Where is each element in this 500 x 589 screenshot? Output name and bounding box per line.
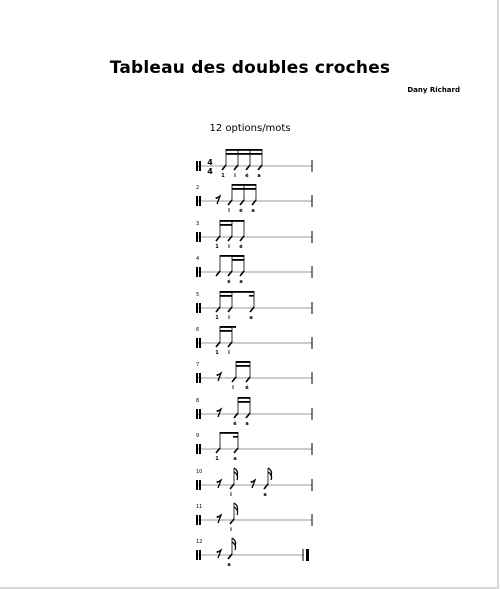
beam bbox=[220, 330, 232, 332]
counting-syllable: i bbox=[228, 350, 230, 356]
beam bbox=[220, 432, 238, 434]
beam bbox=[220, 291, 254, 293]
time-signature-top: 4 bbox=[207, 158, 213, 167]
beam bbox=[226, 149, 262, 151]
percussion-clef-icon bbox=[199, 232, 201, 242]
counting-syllable: a bbox=[233, 456, 237, 462]
time-signature-bottom: 4 bbox=[207, 167, 213, 176]
percussion-clef-icon bbox=[199, 303, 201, 313]
beam bbox=[220, 295, 232, 297]
sixteenth-rest-icon bbox=[217, 410, 219, 412]
counting-syllable: i bbox=[228, 315, 230, 321]
measure-number: 8 bbox=[196, 398, 200, 404]
percussion-clef-icon bbox=[196, 373, 198, 383]
percussion-clef-icon bbox=[199, 550, 201, 560]
counting-syllable: a bbox=[245, 421, 249, 427]
sixteenth-rest-icon bbox=[218, 373, 221, 381]
counting-syllable: é bbox=[239, 244, 243, 250]
counting-syllable: i bbox=[228, 244, 230, 250]
sixteenth-rest-icon bbox=[251, 481, 253, 483]
counting-syllable: a bbox=[227, 562, 231, 568]
percussion-clef-icon bbox=[199, 267, 201, 277]
beam bbox=[232, 184, 256, 186]
percussion-clef-icon bbox=[196, 480, 198, 490]
counting-syllable: i bbox=[234, 173, 236, 179]
beam bbox=[236, 361, 250, 363]
percussion-clef-icon bbox=[196, 409, 198, 419]
measure-number: 4 bbox=[196, 256, 200, 262]
sixteenth-rest-icon bbox=[218, 550, 221, 558]
percussion-clef-icon bbox=[196, 515, 198, 525]
sixteenth-rest-icon bbox=[218, 515, 221, 523]
counting-syllable: a bbox=[251, 208, 255, 214]
percussion-clef-icon bbox=[196, 338, 198, 348]
sixteenth-rest-icon bbox=[217, 374, 219, 376]
percussion-clef-icon bbox=[196, 232, 198, 242]
sixteenth-rest-icon bbox=[218, 409, 221, 417]
counting-syllable: 1 bbox=[215, 456, 219, 462]
sixteenth-rest-icon bbox=[217, 551, 219, 553]
counting-syllable: a bbox=[263, 492, 267, 498]
measure-number: 2 bbox=[196, 185, 200, 191]
measure-number: 12 bbox=[196, 539, 203, 545]
beam-hook bbox=[232, 326, 236, 328]
percussion-clef-icon bbox=[199, 444, 201, 454]
beam bbox=[232, 188, 256, 190]
measure-number: 9 bbox=[196, 433, 200, 439]
percussion-clef-icon bbox=[199, 515, 201, 525]
page-title: Tableau des doubles croches bbox=[109, 58, 391, 78]
measure-number: 10 bbox=[196, 469, 203, 475]
percussion-clef-icon bbox=[196, 267, 198, 277]
sixteenth-rest-icon bbox=[217, 516, 219, 518]
percussion-clef-icon bbox=[199, 373, 201, 383]
beam bbox=[226, 153, 262, 155]
beam bbox=[220, 326, 232, 328]
measure-number: 3 bbox=[196, 221, 200, 227]
counting-syllable: 1 bbox=[215, 315, 219, 321]
final-barline bbox=[306, 549, 309, 561]
counting-syllable: i bbox=[228, 208, 230, 214]
percussion-clef-icon bbox=[196, 196, 198, 206]
counting-syllable: é bbox=[245, 385, 249, 391]
beam bbox=[238, 397, 250, 399]
beam bbox=[238, 401, 250, 403]
counting-syllable: é bbox=[227, 279, 231, 285]
sixteenth-rest-icon bbox=[217, 481, 219, 483]
beam-hook bbox=[233, 436, 238, 438]
sixteenth-rest-icon bbox=[218, 480, 221, 488]
sixteenth-rest-icon bbox=[252, 480, 255, 488]
percussion-clef-icon bbox=[199, 409, 201, 419]
counting-syllable: 1 bbox=[215, 244, 219, 250]
counting-syllable: i bbox=[232, 385, 234, 391]
counting-syllable: é bbox=[233, 421, 237, 427]
beam bbox=[220, 224, 232, 226]
measure-number: 6 bbox=[196, 327, 200, 333]
beam bbox=[232, 259, 244, 261]
measure-number: 7 bbox=[196, 362, 200, 368]
beam bbox=[232, 255, 244, 257]
composer-name: Dany Richard bbox=[407, 86, 460, 94]
percussion-clef-icon bbox=[196, 550, 198, 560]
percussion-clef-icon bbox=[196, 444, 198, 454]
percussion-clef-icon bbox=[199, 161, 201, 171]
percussion-clef-icon bbox=[199, 196, 201, 206]
percussion-clef-icon bbox=[196, 303, 198, 313]
counting-syllable: a bbox=[257, 173, 261, 179]
page-subtitle: 12 options/mots bbox=[209, 123, 291, 134]
counting-syllable: i bbox=[230, 527, 232, 533]
beam bbox=[220, 220, 232, 222]
beam bbox=[232, 220, 244, 222]
measure-number: 11 bbox=[196, 504, 203, 510]
percussion-clef-icon bbox=[199, 480, 201, 490]
measure-number: 5 bbox=[196, 292, 200, 298]
counting-syllable: a bbox=[239, 279, 243, 285]
counting-syllable: é bbox=[239, 208, 243, 214]
percussion-clef-icon bbox=[199, 338, 201, 348]
sixteenth-rest-icon bbox=[216, 197, 218, 199]
beam-hook bbox=[249, 295, 254, 297]
sixteenth-rest-icon bbox=[217, 196, 220, 204]
counting-syllable: a bbox=[249, 315, 253, 321]
percussion-clef-icon bbox=[196, 161, 198, 171]
counting-syllable: é bbox=[245, 173, 249, 179]
counting-syllable: i bbox=[230, 492, 232, 498]
counting-syllable: 1 bbox=[221, 173, 225, 179]
beam bbox=[236, 365, 250, 367]
counting-syllable: 1 bbox=[215, 350, 219, 356]
